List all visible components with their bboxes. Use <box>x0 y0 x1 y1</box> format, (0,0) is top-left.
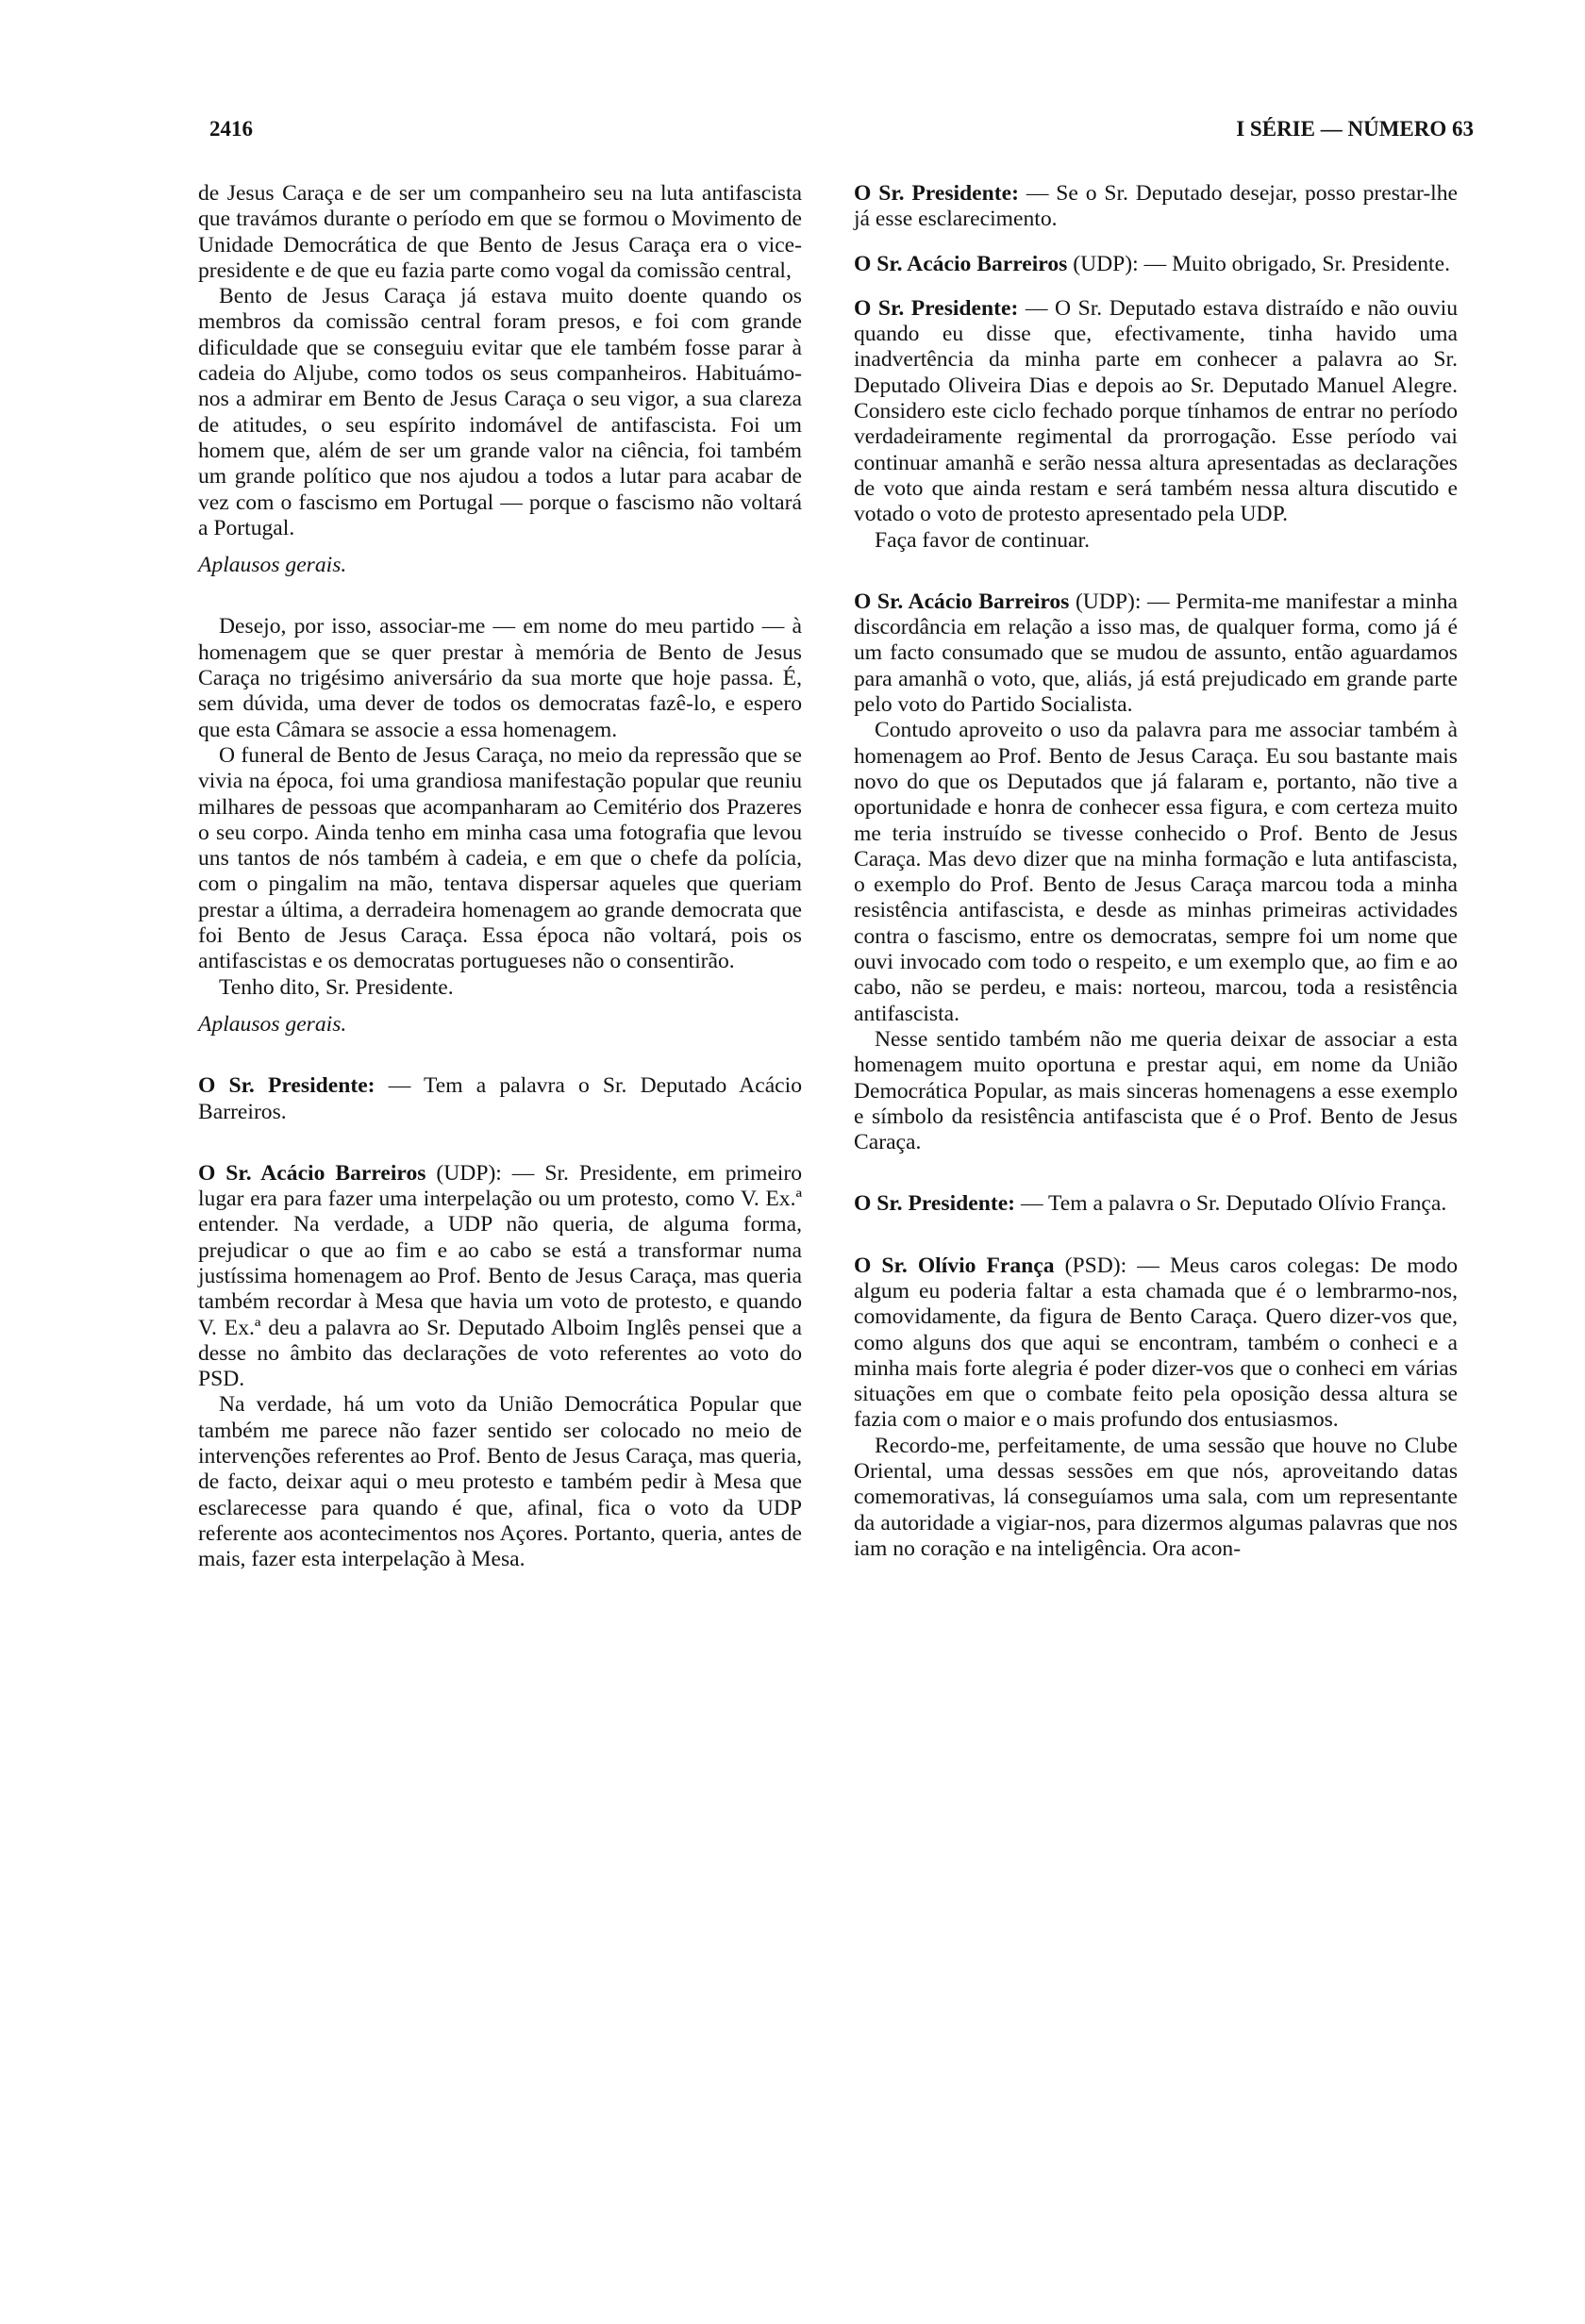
series-label: I SÉRIE — NÚMERO 63 <box>1236 117 1474 141</box>
speaker-name: O Sr. Presidente: <box>854 181 1019 206</box>
stage-direction: Aplausos gerais. <box>198 1011 347 1037</box>
right-column <box>854 181 1458 1562</box>
paragraph: Contudo aproveito o uso da palavra para me associar também à homenagem ao Prof. Bento de Jesus Caraça. Eu sou bastante mais novo do que os Deputados que já falaram e, portanto, não tive a oportunidade e honra de conhecer essa figura, e com certeza muito me teria instruído se tivesse conhecido o Prof. Bento de Jesus Caraça. Mas devo dizer que na minha formação e luta antifascista, o exemplo do Prof. Bento de Jesus Caraça marcou toda a minha resistência antifascista, e desde as minhas primeiras actividades contra o fascismo, entre os democratas, sempre foi um nome que ouvi invocado com todo o respeito, e um exemplo que, ao fim e ao cabo, não se perdeu, e mais: norteou, marcou, toda a resistência antifascista. <box>854 718 1458 1026</box>
speech-text: — Tem a palavra o Sr. Deputado Olívio França. <box>1015 1191 1447 1217</box>
stage-direction: Aplausos gerais. <box>198 553 347 578</box>
speech-paragraph <box>854 1253 1458 1434</box>
speech-paragraph <box>854 1191 1458 1217</box>
page-number: 2416 <box>209 117 253 141</box>
speaker-name: O Sr. Presidente: <box>854 295 1019 321</box>
speech-text: (UDP): — Muito obrigado, Sr. Presidente. <box>1067 251 1450 276</box>
paragraph: O funeral de Bento de Jesus Caraça, no meio da repressão que se vivia na época, foi uma grandiosa manifestação popular que reuniu milhares de pessoas que acompanharam ao Cemitério dos Prazeres o seu corpo. Ainda tenho em minha casa uma fotografia que levou uns tantos de nós também à cadeia, e em que o chefe da polícia, com o pingalim na mão, tentava dispersar aqueles que queriam prestar a última, a derradeira homenagem ao grande democrata que foi Bento de Jesus Caraça. Essa época não voltará, pois os antifascistas e os democratas portugueses não o consentirão. <box>198 742 802 974</box>
speech-text: — O Sr. Deputado estava distraído e não ouviu quando eu disse que, efectivamente, tinha havido uma inadvertência da minha parte em conhecer a palavra ao Sr. Deputado Oliveira Dias e depois ao Sr. Deputado Manuel Alegre. Considero este ciclo fechado porque tínhamos de entrar no período verdadeiramente regimental da prorrogação. Esse período vai continuar amanhã e serão nessa altura apresentadas as declarações de voto que ainda restam e será também nessa altura discutido e votado o voto de protesto apresentado pela UDP. <box>854 295 1458 527</box>
paragraph: Bento de Jesus Caraça já estava muito doente quando os membros da comissão central foram presos, e foi com grande dificuldade que se conseguiu evitar que ele também fosse parar à cadeia do Aljube, como todos os seus companheiros. Habituámo-nos a admirar em Bento de Jesus Caraça o seu vigor, a sua clareza de atitudes, o seu espírito indomável de antifascista. Foi um homem que, além de ser um grande valor na ciência, foi também um grande político que nos ajudou a todos a lutar para acabar de vez com o fascismo em Portugal — porque o fascismo não voltará a Portugal. <box>198 284 802 540</box>
speech-paragraph <box>854 181 1458 233</box>
speech-paragraph <box>854 252 1458 277</box>
speaker-name: O Sr. Presidente: <box>854 1191 1016 1217</box>
speaker-name: O Sr. Presidente: <box>198 1073 375 1099</box>
speaker-name: O Sr. Acácio Barreiros <box>854 589 1070 614</box>
paragraph: Nesse sentido também não me queria deixar de associar a esta homenagem muito oportuna e prestar aqui, em nome da União Democrática Popular, as mais sinceras homenagens a esse exemplo e símbolo da resistência antifascista que é o Prof. Bento de Jesus Caraça. <box>854 1026 1458 1155</box>
paragraph: Faça favor de continuar. <box>875 527 1090 553</box>
speech-text: — Tem a palavra o Sr. Deputado Acácio Barreiros. <box>198 1073 802 1124</box>
paragraph: de Jesus Caraça e de ser um companheiro seu na luta antifascista que travámos durante o período em que se formou o Movimento de Unidade Democrática de que Bento de Jesus Caraça era o vice-presidente e de que eu fazia parte como vogal da comissão central, <box>198 181 802 283</box>
speech-paragraph <box>198 1161 802 1393</box>
speaker-name: O Sr. Olívio França <box>854 1253 1055 1278</box>
paragraph: Recordo-me, perfeitamente, de uma sessão que houve no Clube Oriental, uma dessas sessões em que nós, aproveitando datas comemorativas, lá conseguíamos uma sala, com um representante da autoridade a vigiar-nos, para dizermos algumas palavras que nos iam no coração e na inteligência. Ora acon- <box>854 1433 1458 1561</box>
paragraph: Na verdade, há um voto da União Democrática Popular que também me parece não fazer sentido ser colocado no meio de intervenções referentes ao Prof. Bento de Jesus Caraça, mas queria, de facto, deixar aqui o meu protesto e também pedir à Mesa que esclarecesse para quando é que, afinal, fica o voto da UDP referente aos acontecimentos nos Açores. Portanto, queria, antes de mais, fazer esta interpelação à Mesa. <box>198 1392 802 1572</box>
speech-paragraph <box>198 1073 802 1125</box>
paragraph: Desejo, por isso, associar-me — em nome do meu partido — à homenagem que se quer prestar à memória de Bento de Jesus Caraça no trigésimo aniversário da sua morte que hoje passa. É, sem dúvida, uma dever de todos os democratas fazê-lo, e espero que esta Câmara se associe a essa homenagem. <box>198 614 802 742</box>
paragraph: Tenho dito, Sr. Presidente. <box>219 974 454 1000</box>
speech-paragraph <box>854 589 1458 718</box>
speech-text: — Se o Sr. Deputado desejar, posso prestar-lhe já esse esclarecimento. <box>854 181 1459 232</box>
speech-text: (PSD): — Meus caros colegas: De modo algum eu poderia faltar a esta chamada que é o lembrarmo-nos, comovidamente, da figura de Bento Caraça. Quero dizer-vos que, como alguns dos que aqui se encontram, também o conheci e a minha mais forte alegria é poder dizer-vos que o conheci em várias situações em que o combate feito pela oposição dessa altura se fazia com o maior e o mais profundo dos entusiasmos. <box>854 1253 1458 1433</box>
speaker-name: O Sr. Acácio Barreiros <box>198 1160 426 1186</box>
speech-text: (UDP): — Sr. Presidente, em primeiro lugar era para fazer uma interpelação ou um protesto, como V. Ex.ª entender. Na verdade, a UDP não queria, de alguma forma, prejudicar o que ao fim e ao cabo se está a transformar numa justíssima homenagem ao Prof. Bento de Jesus Caraça, mas queria também recordar à Mesa que havia um voto de protesto, e quando V. Ex.ª deu a palavra ao Sr. Deputado Alboim Inglês pensei que a desse no âmbito das declarações de voto referentes ao voto do PSD. <box>198 1160 802 1392</box>
page-header <box>209 113 1474 147</box>
speech-text: (UDP): — Permita-me manifestar a minha discordância em relação a isso mas, de qualquer forma, como já é um facto consumado que se mudou de assunto, então aguardamos para amanhã o voto, que, aliás, já está prejudicado em grande parte pelo voto do Partido Socialista. <box>854 589 1458 718</box>
left-column <box>198 181 802 1573</box>
speech-paragraph <box>854 296 1458 528</box>
speaker-name: O Sr. Acácio Barreiros <box>854 251 1068 276</box>
